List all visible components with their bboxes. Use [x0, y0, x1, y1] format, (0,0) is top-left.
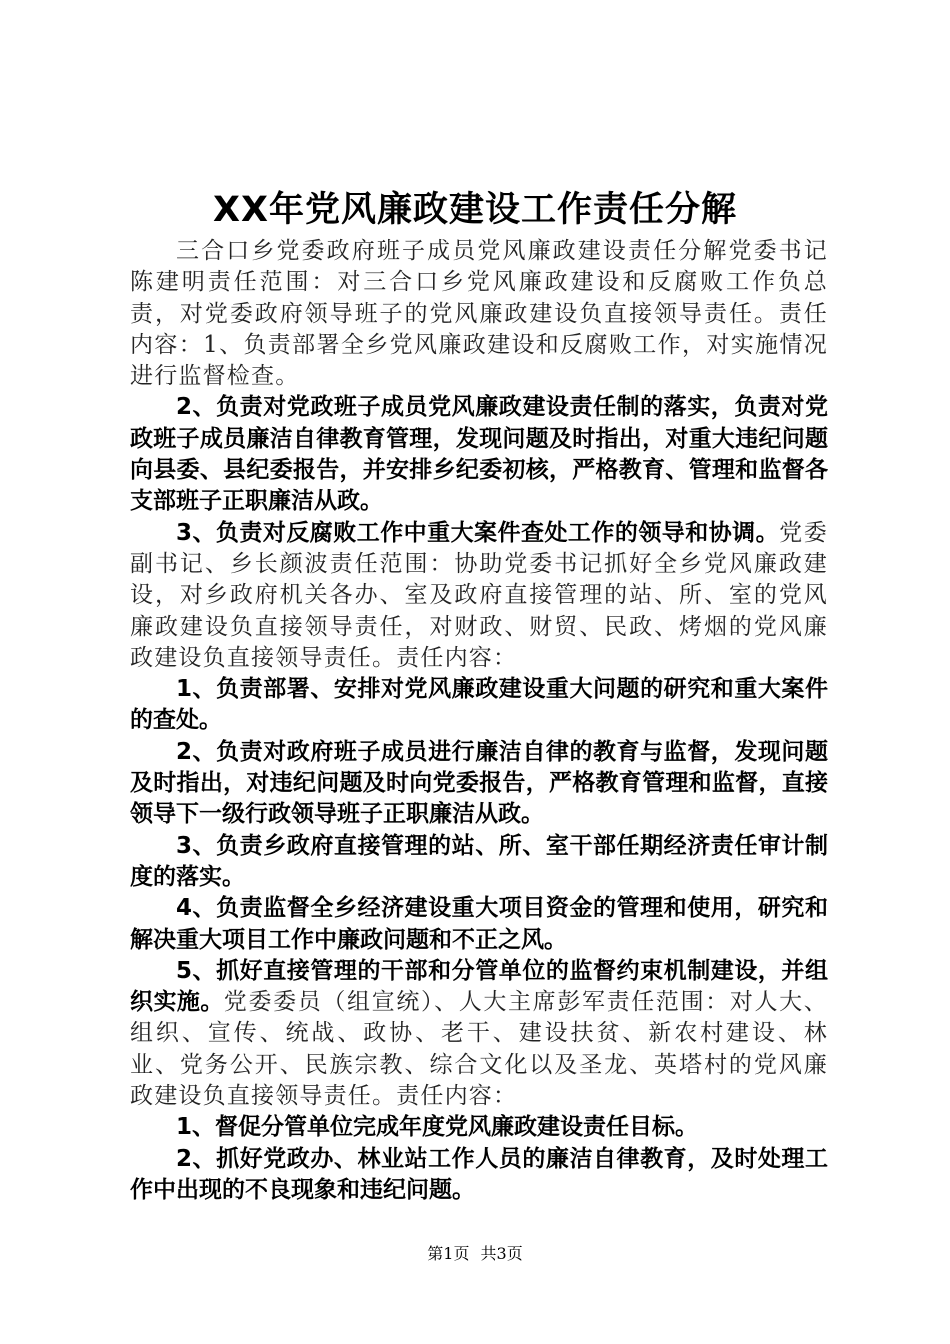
- paragraph-3: [130, 518, 828, 674]
- paragraph-text: 2、负责对党政班子成员党风廉政建设责任制的落实，负责对党政班子成员廉洁自律教育管理，发现问题及时指出，对重大违纪问题向县委、县纪委报告，并安排乡纪委初核，严格教育、管理和监督各支部班子正职廉洁从政。: [130, 394, 828, 515]
- paragraph-text: 2、负责对政府班子成员进行廉洁自律的教育与监督，发现问题及时指出，对违纪问题及时向党委报告，严格教育管理和监督，直接领导下一级行政领导班子正职廉洁从政。: [130, 738, 828, 828]
- paragraph-text: 3、负责乡政府直接管理的站、所、室干部任期经济责任审计制度的落实。: [130, 832, 828, 890]
- paragraph-text: 1、督促分管单位完成年度党风廉政建设责任目标。: [176, 1114, 699, 1141]
- paragraph-10: [130, 1144, 828, 1207]
- paragraph-7: [130, 893, 828, 956]
- paragraph-text: 3、负责对反腐败工作中重大案件查处工作的领导和协调。: [176, 519, 780, 546]
- document-title: XX年党风廉政建设工作责任分解: [213, 190, 737, 230]
- paragraph-text: 党委副书记、乡长颜波责任范围：协助党委书记抓好全乡党风廉政建设，对乡政府机关各办、室及政府直接管理的站、所、室的党风廉政建设负直接领导责任，对财政、财贸、民政、烤烟的党风廉政建设负直接领导责任。责任内容：: [130, 519, 828, 671]
- paragraph-text: 1、负责部署、安排对党风廉政建设重大问题的研究和重大案件的查处。: [130, 676, 828, 734]
- paragraph-8: [130, 956, 828, 1112]
- page-total: 共3页: [480, 1244, 523, 1263]
- page-number: 第1页: [427, 1244, 470, 1263]
- paragraph-text: 2、抓好党政办、林业站工作人员的廉洁自律教育，及时处理工作中出现的不良现象和违纪问题。: [130, 1145, 828, 1203]
- paragraph-6: [130, 831, 828, 894]
- page-footer: [0, 1243, 950, 1265]
- paragraph-5: [130, 737, 828, 831]
- paragraph-text: 4、负责监督全乡经济建设重大项目资金的管理和使用，研究和解决重大项目工作中廉政问题和不正之风。: [130, 895, 828, 953]
- document-body: [130, 236, 828, 1206]
- paragraph-9: [130, 1112, 828, 1143]
- paragraph-text: 党委委员（组宣统）、人大主席彭军责任范围：对人大、组织、宣传、统战、政协、老干、建设扶贫、新农村建设、林业、党务公开、民族宗教、综合文化以及圣龙、英塔村的党风廉政建设负直接领导责任。责任内容：: [130, 989, 829, 1110]
- paragraph-4: [130, 674, 828, 737]
- paragraph-text: 5、抓好直接管理的干部和分管单位的监督约束机制建设，并组织实施。: [130, 957, 828, 1016]
- paragraph-1: [130, 236, 828, 392]
- paragraph-text: 三合口乡党委政府班子成员党风廉政建设责任分解党委书记陈建明责任范围：对三合口乡党风廉政建设和反腐败工作负总责，对党委政府领导班子的党风廉政建设负直接领导责任。责任内容：1、负责部署全乡党风廉政建设和反腐败工作，对实施情况进行监督检查。: [130, 238, 828, 390]
- paragraph-2: [130, 392, 828, 517]
